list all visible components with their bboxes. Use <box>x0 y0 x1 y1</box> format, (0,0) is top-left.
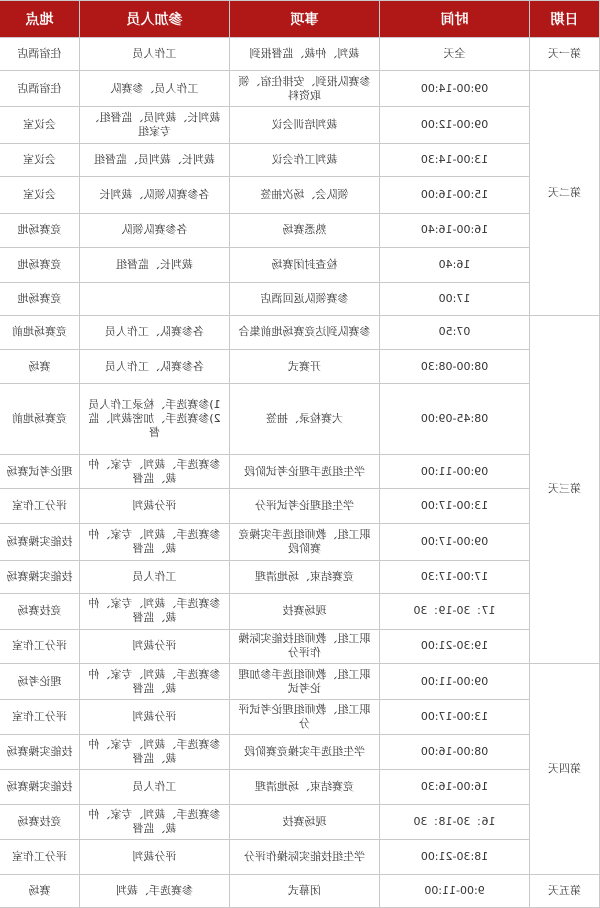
time-cell: 15:00-16:00 <box>380 177 530 213</box>
location-cell: 技能实操赛场 <box>0 770 80 805</box>
day-label-cell: 第二天 <box>530 71 600 316</box>
day-label-cell: 第四天 <box>530 664 600 875</box>
participants-cell: 各参赛队领队 <box>80 213 230 247</box>
location-cell: 评分工作室 <box>0 700 80 735</box>
participants-cell: 裁判长、监督组 <box>80 247 230 282</box>
table-row <box>0 629 600 663</box>
participants-cell: 评分裁判 <box>80 489 230 523</box>
time-cell: 全天 <box>380 38 530 71</box>
location-cell: 竞技赛场 <box>0 593 80 629</box>
header-item: 事项 <box>230 1 380 38</box>
participants-cell: 参赛选手、裁判、专家、仲裁、监督 <box>80 664 230 700</box>
location-cell: 赛场 <box>0 874 80 907</box>
location-cell: 技能实操赛场 <box>0 523 80 560</box>
table-row <box>0 384 600 455</box>
participants-cell: 工作人员 <box>80 560 230 593</box>
participants-cell: 参赛选手、裁判、专家、仲裁、监督 <box>80 735 230 770</box>
item-cell: 参赛队报到、安排住宿、领取资料 <box>230 71 380 107</box>
location-cell: 评分工作室 <box>0 489 80 523</box>
header-location: 地点 <box>0 1 80 38</box>
participants-cell: 工作人员、参赛队 <box>80 71 230 107</box>
participants-cell: 评分裁判 <box>80 629 230 663</box>
location-cell: 会议室 <box>0 177 80 213</box>
table-row <box>0 177 600 213</box>
time-cell: 08:00-08:30 <box>380 350 530 384</box>
table-row <box>0 455 600 489</box>
location-cell: 住宿酒店 <box>0 71 80 107</box>
table-row <box>0 315 600 349</box>
time-cell: 16:00-16:30 <box>380 770 530 805</box>
participants-cell: 参赛选手、裁判、专家、仲裁、监督 <box>80 805 230 839</box>
header-row <box>0 1 600 38</box>
item-cell: 学生组选手实操竞赛阶段 <box>230 735 380 770</box>
header-participants: 参加人员 <box>80 1 230 38</box>
item-cell: 领队会、场次抽签 <box>230 177 380 213</box>
time-cell: 07:50 <box>380 315 530 349</box>
location-cell: 竞赛场地 <box>0 247 80 282</box>
participants-cell: 各参赛队领队、裁判长 <box>80 177 230 213</box>
day-label-cell: 第一天 <box>530 38 600 71</box>
location-cell: 竞赛场地 <box>0 213 80 247</box>
participants-cell: 评分裁判 <box>80 839 230 874</box>
table-row <box>0 593 600 629</box>
table-row <box>0 770 600 805</box>
schedule-body <box>0 38 600 908</box>
table-row <box>0 839 600 874</box>
item-cell: 职工组、教师组理论考试评分 <box>230 700 380 735</box>
time-cell: 09:00-14:00 <box>380 71 530 107</box>
participants-cell: 参赛选手、裁判、专家、仲裁、监督 <box>80 455 230 489</box>
participants-cell: 参赛选手、裁判 <box>80 874 230 907</box>
time-cell: 09:00-17:00 <box>380 523 530 560</box>
item-cell: 职工组、教师组选手实操竞赛阶段 <box>230 523 380 560</box>
item-cell: 竞赛结束、场地清理 <box>230 770 380 805</box>
location-cell: 评分工作室 <box>0 629 80 663</box>
location-cell: 技能实操赛场 <box>0 735 80 770</box>
item-cell: 检查封闭赛场 <box>230 247 380 282</box>
table-row <box>0 489 600 523</box>
table-row <box>0 523 600 560</box>
location-cell: 理论考场 <box>0 664 80 700</box>
day-label-cell: 第三天 <box>530 315 600 663</box>
table-row <box>0 700 600 735</box>
table-row <box>0 38 600 71</box>
time-cell: 13:00-17:00 <box>380 700 530 735</box>
location-cell: 住宿酒店 <box>0 38 80 71</box>
item-cell: 职工组、教师组选手参加理论考试 <box>230 664 380 700</box>
location-cell: 理论考试赛场 <box>0 455 80 489</box>
location-cell: 竞赛场地前 <box>0 315 80 349</box>
time-cell: 9:00-11:00 <box>380 874 530 907</box>
location-cell: 会议室 <box>0 107 80 144</box>
location-cell: 竞赛场地前 <box>0 384 80 455</box>
participants-cell: 评分裁判 <box>80 700 230 735</box>
participants-cell: 工作人员 <box>80 38 230 71</box>
participants-cell: 1)参赛选手、检录工作人员 2)参赛选手、加密裁判、监督 <box>80 384 230 455</box>
item-cell: 竞赛结束、场地清理 <box>230 560 380 593</box>
participants-cell: 裁判长、裁判员、监督组 <box>80 144 230 177</box>
table-row <box>0 350 600 384</box>
time-cell: 09:00-11:00 <box>380 455 530 489</box>
table-row <box>0 144 600 177</box>
table-row <box>0 664 600 700</box>
item-cell: 裁判、仲裁、监督报到 <box>230 38 380 71</box>
table-row <box>0 282 600 315</box>
time-cell: 13:00-14:30 <box>380 144 530 177</box>
item-cell: 学生组选手理论考试阶段 <box>230 455 380 489</box>
time-cell: 17:00 <box>380 282 530 315</box>
day-label-cell: 第五天 <box>530 874 600 907</box>
table-row <box>0 735 600 770</box>
item-cell: 学生组技能实际操作评分 <box>230 839 380 874</box>
participants-cell: 裁判长、裁判员、监督组、专家组 <box>80 107 230 144</box>
header-time: 时间 <box>380 1 530 38</box>
participants-cell: 参赛选手、裁判、专家、仲裁、监督 <box>80 593 230 629</box>
time-cell: 08:45-09:00 <box>380 384 530 455</box>
participants-cell: 各参赛队、工作人员 <box>80 315 230 349</box>
participants-cell: 工作人员 <box>80 770 230 805</box>
location-cell: 评分工作室 <box>0 839 80 874</box>
item-cell: 熟悉赛场 <box>230 213 380 247</box>
table-row <box>0 805 600 839</box>
participants-cell <box>80 282 230 315</box>
time-cell: 17：30-19：30 <box>380 593 530 629</box>
time-cell: 18:30-21:00 <box>380 839 530 874</box>
table-row <box>0 560 600 593</box>
item-cell: 现场赛技 <box>230 593 380 629</box>
header-date: 日期 <box>530 1 600 38</box>
item-cell: 开赛式 <box>230 350 380 384</box>
time-cell: 09:00-11:00 <box>380 664 530 700</box>
time-cell: 16:40 <box>380 247 530 282</box>
participants-cell: 各参赛队、工作人员 <box>80 350 230 384</box>
time-cell: 13:00-17:00 <box>380 489 530 523</box>
location-cell: 竞赛场地 <box>0 282 80 315</box>
time-cell: 09:00-12:00 <box>380 107 530 144</box>
item-cell: 职工组、教师组技能实际操作评分 <box>230 629 380 663</box>
item-cell: 参赛领队返回酒店 <box>230 282 380 315</box>
table-row <box>0 874 600 907</box>
time-cell: 17:00-17:30 <box>380 560 530 593</box>
location-cell: 竞技赛场 <box>0 805 80 839</box>
item-cell: 参赛队到达竞赛场地前集合 <box>230 315 380 349</box>
table-row <box>0 247 600 282</box>
time-cell: 19:30-21:00 <box>380 629 530 663</box>
location-cell: 技能实操赛场 <box>0 560 80 593</box>
item-cell: 裁判工作会议 <box>230 144 380 177</box>
location-cell: 会议室 <box>0 144 80 177</box>
item-cell: 学生组理论考试评分 <box>230 489 380 523</box>
table-row <box>0 71 600 107</box>
table-row <box>0 213 600 247</box>
time-cell: 16：30-18：30 <box>380 805 530 839</box>
item-cell: 裁判培训会议 <box>230 107 380 144</box>
location-cell: 赛场 <box>0 350 80 384</box>
time-cell: 16:00-16:40 <box>380 213 530 247</box>
participants-cell: 参赛选手、裁判、专家、仲裁、监督 <box>80 523 230 560</box>
time-cell: 08:00-16:00 <box>380 735 530 770</box>
item-cell: 现场赛技 <box>230 805 380 839</box>
table-row <box>0 107 600 144</box>
item-cell: 闭幕式 <box>230 874 380 907</box>
item-cell: 大赛检录、抽签 <box>230 384 380 455</box>
